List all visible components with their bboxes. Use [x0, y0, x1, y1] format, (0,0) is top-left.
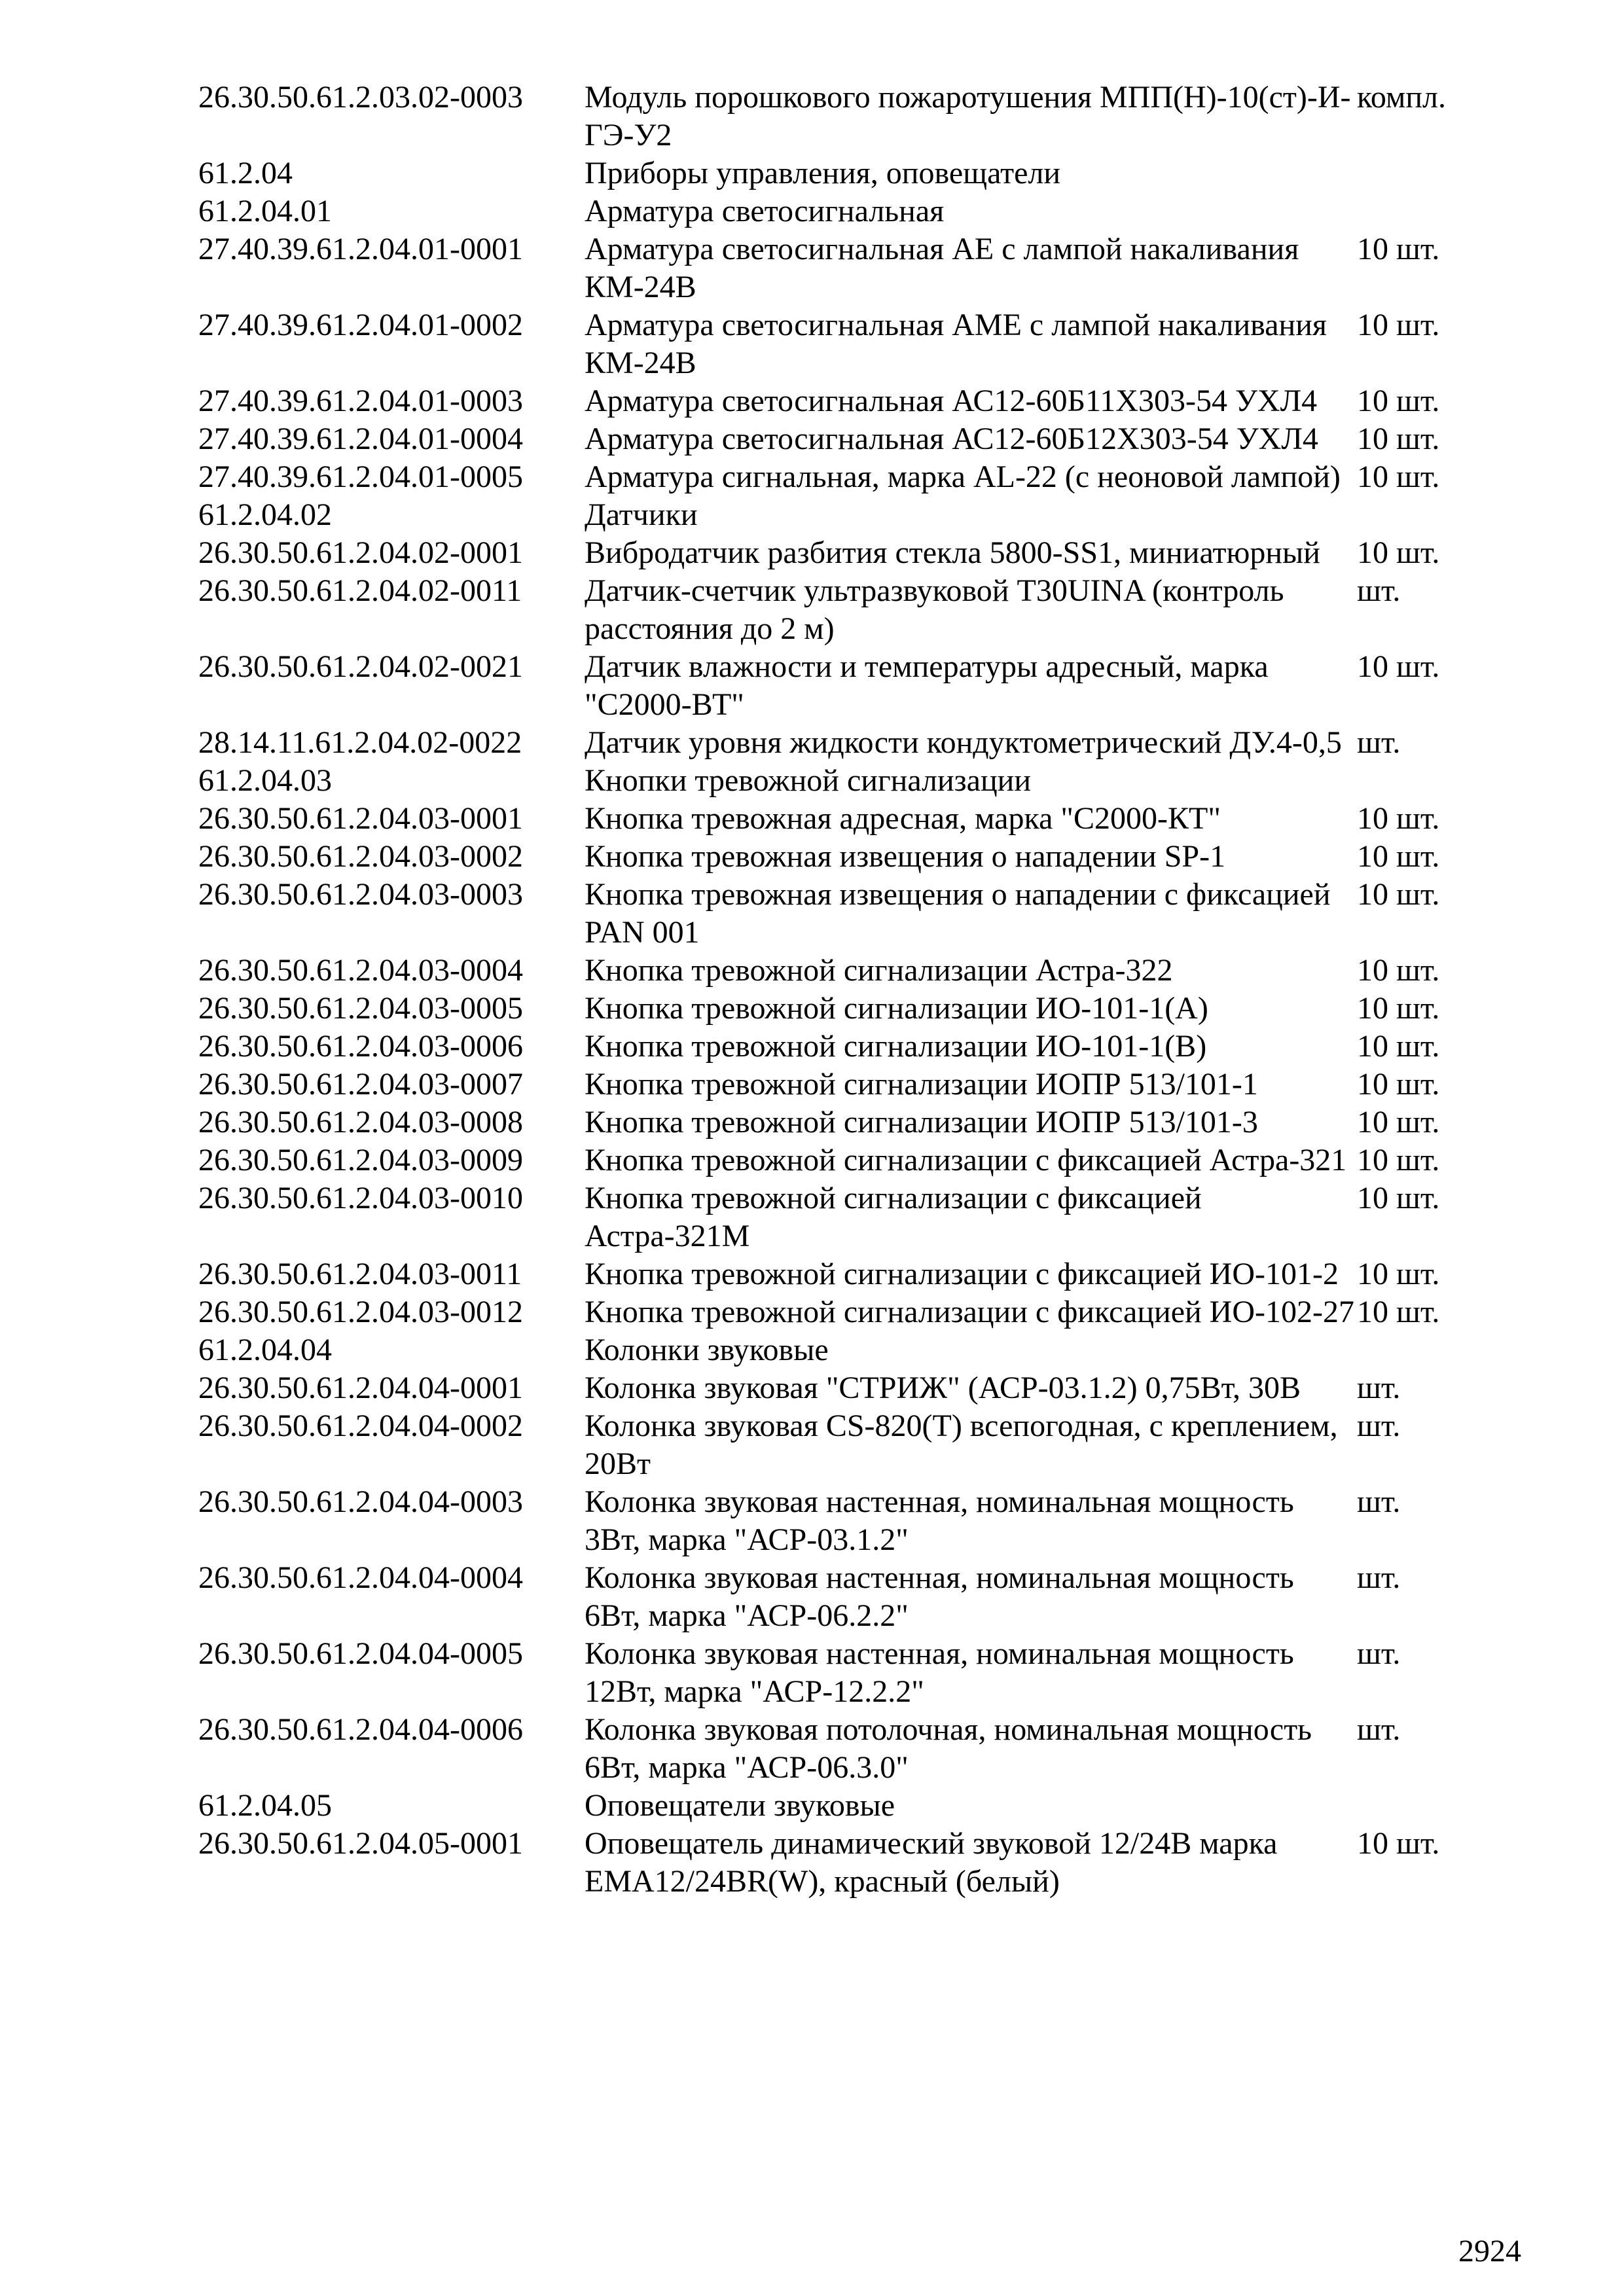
- item-name: Арматура светосигнальная: [585, 194, 945, 228]
- item-unit: 10 шт.: [1357, 1105, 1440, 1139]
- item-code: 26.30.50.61.2.04.03-0001: [198, 801, 523, 836]
- item-code: 27.40.39.61.2.04.01-0005: [198, 459, 523, 494]
- item-code: 26.30.50.61.2.04.04-0004: [198, 1560, 523, 1595]
- section-heading-row: [198, 496, 1481, 534]
- item-code: 26.30.50.61.2.04.02-0021: [198, 649, 523, 684]
- item-name: Арматура светосигнальная АС12-60Б12Х303-54 УХЛ4: [585, 422, 1318, 456]
- item-code: 26.30.50.61.2.04.03-0005: [198, 991, 523, 1026]
- item-code: 26.30.50.61.2.04.03-0006: [198, 1029, 523, 1064]
- item-unit: шт.: [1357, 1408, 1401, 1443]
- item-name: Кнопка тревожной сигнализации Астра-322: [585, 953, 1173, 988]
- item-name: Кнопка тревожная адресная, марка "С2000-КТ": [585, 801, 1221, 836]
- table-row: [198, 306, 1481, 382]
- table-row: [198, 838, 1481, 876]
- table-row: [198, 382, 1481, 420]
- item-name: Колонки звуковые: [585, 1333, 829, 1367]
- item-code: 61.2.04.02: [198, 497, 332, 532]
- item-code: 26.30.50.61.2.04.03-0002: [198, 839, 523, 874]
- item-unit: 10 шт.: [1357, 1257, 1440, 1291]
- item-code: 26.30.50.61.2.04.03-0011: [198, 1257, 522, 1291]
- item-unit: 10 шт.: [1357, 649, 1440, 684]
- item-name: Датчик-счетчик ультразвуковой T30UINA (контроль расстояния до 2 м): [585, 573, 1284, 646]
- section-heading-row: [198, 762, 1481, 800]
- item-code: 28.14.11.61.2.04.02-0022: [198, 725, 522, 760]
- item-name: Модуль порошкового пожаротушения МПП(Н)-10(ст)-И-ГЭ-У2: [585, 80, 1351, 152]
- item-code: 61.2.04.04: [198, 1333, 332, 1367]
- item-unit: 10 шт.: [1357, 535, 1440, 570]
- table-row: [198, 230, 1481, 306]
- item-name: Арматура светосигнальная АМЕ с лампой накаливания КМ-24В: [585, 308, 1327, 380]
- item-unit: шт.: [1357, 1371, 1401, 1405]
- item-code: 26.30.50.61.2.04.03-0004: [198, 953, 523, 988]
- table-row: [198, 458, 1481, 496]
- item-unit: шт.: [1357, 1560, 1401, 1595]
- item-unit: 10 шт.: [1357, 308, 1440, 342]
- item-unit: 10 шт.: [1357, 459, 1440, 494]
- table-row: [198, 534, 1481, 572]
- item-unit: шт.: [1357, 1636, 1401, 1671]
- table-row: [198, 1483, 1481, 1559]
- item-unit: 10 шт.: [1357, 422, 1440, 456]
- item-unit: шт.: [1357, 573, 1401, 608]
- item-code: 26.30.50.61.2.04.04-0005: [198, 1636, 523, 1671]
- item-name: Арматура светосигнальная АС12-60Б11Х303-54 УХЛ4: [585, 384, 1318, 418]
- section-heading-row: [198, 1331, 1481, 1369]
- section-heading-row: [198, 1787, 1481, 1825]
- table-row: [198, 724, 1481, 762]
- item-name: Оповещатели звуковые: [585, 1788, 895, 1823]
- item-name: Приборы управления, оповещатели: [585, 156, 1061, 190]
- table-row: [198, 1559, 1481, 1635]
- table-row: [198, 990, 1481, 1028]
- item-unit: 10 шт.: [1357, 839, 1440, 874]
- table-row: [198, 1825, 1481, 1901]
- table-row: [198, 1028, 1481, 1066]
- table-row: [198, 648, 1481, 724]
- item-name: Колонка звуковая настенная, номинальная мощность 6Вт, марка "АСР-06.2.2": [585, 1560, 1294, 1633]
- item-name: Кнопка тревожная извещения о нападении SP-1: [585, 839, 1226, 874]
- price-list-table: [198, 79, 1481, 1901]
- item-name: Арматура сигнальная, марка AL-22 (с неоновой лампой): [585, 459, 1341, 494]
- table-row: [198, 876, 1481, 952]
- item-name: Кнопка тревожной сигнализации ИО-101-1(А): [585, 991, 1208, 1026]
- item-unit: 10 шт.: [1357, 1029, 1440, 1064]
- table-row: [198, 79, 1481, 154]
- item-name: Кнопка тревожной сигнализации ИО-101-1(В): [585, 1029, 1207, 1064]
- item-code: 26.30.50.61.2.04.04-0002: [198, 1408, 523, 1443]
- item-code: 27.40.39.61.2.04.01-0003: [198, 384, 523, 418]
- table-row: [198, 800, 1481, 838]
- item-code: 26.30.50.61.2.04.05-0001: [198, 1826, 523, 1861]
- item-name: Арматура светосигнальная АЕ с лампой накаливания КМ-24В: [585, 232, 1299, 304]
- item-unit: шт.: [1357, 1484, 1401, 1519]
- item-unit: 10 шт.: [1357, 1181, 1440, 1215]
- table-row: [198, 1407, 1481, 1483]
- table-row: [198, 1293, 1481, 1331]
- table-row: [198, 1369, 1481, 1407]
- item-unit: 10 шт.: [1357, 232, 1440, 266]
- table-row: [198, 1141, 1481, 1179]
- page-number: 2924: [1458, 2234, 1521, 2269]
- item-code: 26.30.50.61.2.04.04-0003: [198, 1484, 523, 1519]
- section-heading-row: [198, 192, 1481, 230]
- item-name: Колонка звуковая CS-820(T) всепогодная, с креплением, 20Вт: [585, 1408, 1338, 1481]
- item-unit: 10 шт.: [1357, 1826, 1440, 1861]
- item-code: 61.2.04.03: [198, 763, 332, 798]
- item-name: Оповещатель динамический звуковой 12/24В марка EMA12/24BR(W), красный (белый): [585, 1826, 1278, 1899]
- item-code: 26.30.50.61.2.04.03-0009: [198, 1143, 523, 1177]
- table-row: [198, 572, 1481, 648]
- item-code: 61.2.04.01: [198, 194, 332, 228]
- item-name: Колонка звуковая настенная, номинальная мощность 3Вт, марка "АСР-03.1.2": [585, 1484, 1294, 1557]
- item-code: 26.30.50.61.2.04.03-0010: [198, 1181, 523, 1215]
- item-unit: шт.: [1357, 725, 1401, 760]
- item-name: Датчик влажности и температуры адресный, марка "С2000-ВТ": [585, 649, 1269, 722]
- item-code: 27.40.39.61.2.04.01-0002: [198, 308, 523, 342]
- table-row: [198, 1103, 1481, 1141]
- item-code: 26.30.50.61.2.04.02-0001: [198, 535, 523, 570]
- item-name: Кнопка тревожной сигнализации с фиксацией Астра-321М: [585, 1181, 1202, 1253]
- item-code: 27.40.39.61.2.04.01-0004: [198, 422, 523, 456]
- item-code: 26.30.50.61.2.04.03-0012: [198, 1295, 523, 1329]
- item-name: Колонка звуковая "СТРИЖ" (АСР-03.1.2) 0,75Вт, 30В: [585, 1371, 1301, 1405]
- item-code: 26.30.50.61.2.04.04-0006: [198, 1712, 523, 1747]
- item-unit: 10 шт.: [1357, 1143, 1440, 1177]
- table-row: [198, 1635, 1481, 1711]
- item-unit: шт.: [1357, 1712, 1401, 1747]
- item-name: Вибродатчик разбития стекла 5800-SS1, миниатюрный: [585, 535, 1320, 570]
- item-code: 26.30.50.61.2.04.03-0003: [198, 877, 523, 912]
- item-unit: 10 шт.: [1357, 801, 1440, 836]
- item-name: Колонка звуковая потолочная, номинальная мощность 6Вт, марка "АСР-06.3.0": [585, 1712, 1312, 1785]
- item-code: 27.40.39.61.2.04.01-0001: [198, 232, 523, 266]
- item-name: Кнопка тревожной сигнализации ИОПР 513/101-1: [585, 1067, 1258, 1102]
- item-name: Кнопки тревожной сигнализации: [585, 763, 1032, 798]
- item-code: 61.2.04.05: [198, 1788, 332, 1823]
- item-name: Датчик уровня жидкости кондуктометрический ДУ.4-0,5: [585, 725, 1342, 760]
- item-code: 26.30.50.61.2.04.02-0011: [198, 573, 522, 608]
- item-code: 26.30.50.61.2.04.04-0001: [198, 1371, 523, 1405]
- section-heading-row: [198, 154, 1481, 192]
- item-unit: 10 шт.: [1357, 991, 1440, 1026]
- table-row: [198, 1066, 1481, 1103]
- item-unit: 10 шт.: [1357, 953, 1440, 988]
- item-name: Кнопка тревожная извещения о нападении с фиксацией PAN 001: [585, 877, 1331, 950]
- table-row: [198, 952, 1481, 990]
- item-unit: 10 шт.: [1357, 877, 1440, 912]
- table-row: [198, 1179, 1481, 1255]
- item-code: 26.30.50.61.2.04.03-0007: [198, 1067, 523, 1102]
- item-unit: 10 шт.: [1357, 1295, 1440, 1329]
- item-name: Кнопка тревожной сигнализации с фиксацией ИО-101-2: [585, 1257, 1339, 1291]
- item-code: 61.2.04: [198, 156, 293, 190]
- item-name: Кнопка тревожной сигнализации с фиксацией ИО-102-27: [585, 1295, 1354, 1329]
- item-unit: компл.: [1357, 80, 1446, 115]
- item-unit: 10 шт.: [1357, 384, 1440, 418]
- table-row: [198, 1711, 1481, 1787]
- table-row: [198, 1255, 1481, 1293]
- item-name: Кнопка тревожной сигнализации с фиксацией Астра-321: [585, 1143, 1347, 1177]
- item-unit: 10 шт.: [1357, 1067, 1440, 1102]
- item-code: 26.30.50.61.2.04.03-0008: [198, 1105, 523, 1139]
- item-name: Кнопка тревожной сигнализации ИОПР 513/101-3: [585, 1105, 1258, 1139]
- table-row: [198, 420, 1481, 458]
- item-name: Датчики: [585, 497, 698, 532]
- item-name: Колонка звуковая настенная, номинальная мощность 12Вт, марка "АСР-12.2.2": [585, 1636, 1294, 1709]
- item-code: 26.30.50.61.2.03.02-0003: [198, 80, 523, 115]
